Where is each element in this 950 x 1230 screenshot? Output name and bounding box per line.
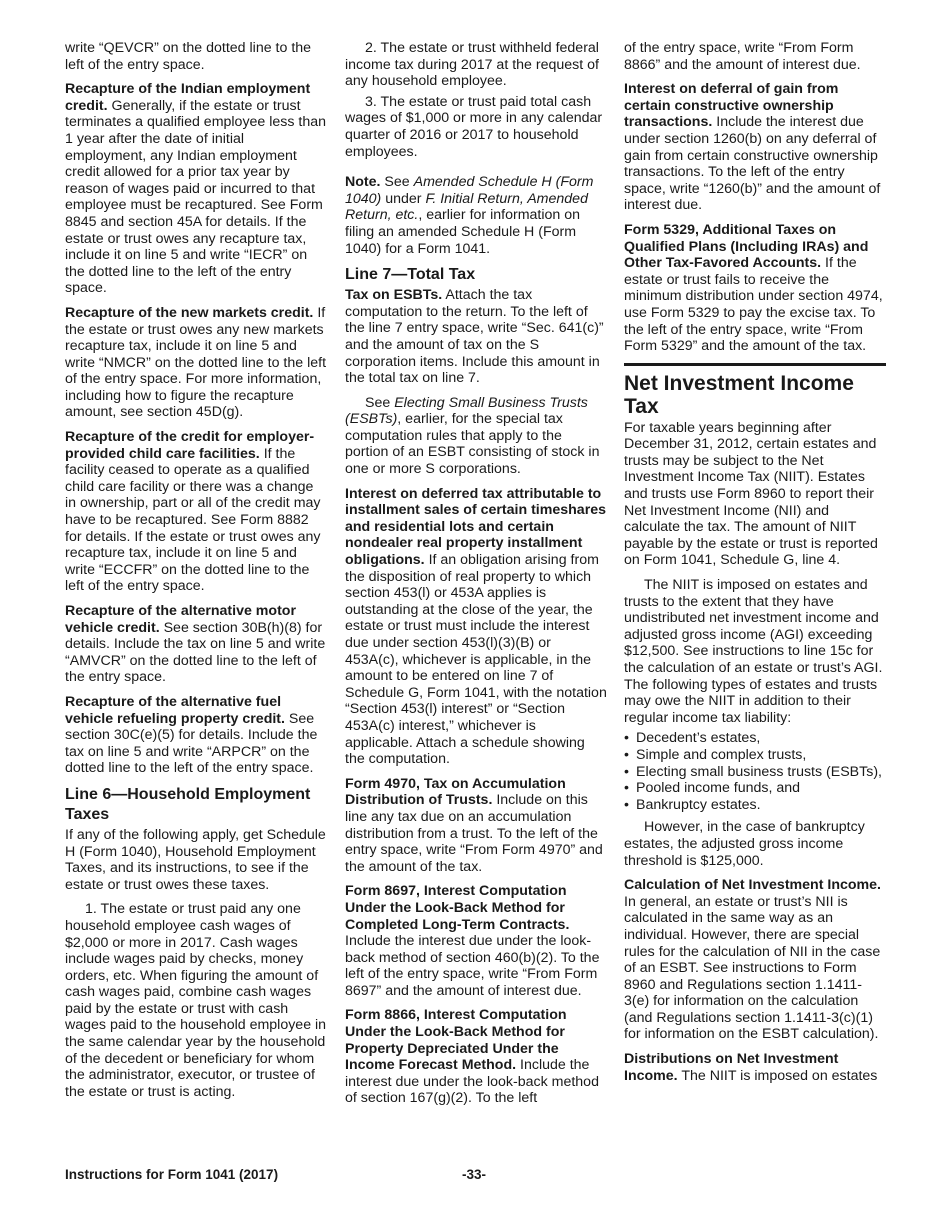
paragraph-nii-distributions: Distributions on Net Investment Income. The NIIT is imposed on estates [624, 1051, 878, 1084]
estate-types-list [624, 730, 886, 813]
paragraph: The NIIT is imposed on estates and trusts to the extent that they have undistributed net investment income and adjusted gross income (AGI) exceeding $12,500. See instructions to line 15c for the calculation of an estate or trust’s AGI. The following types of estates and trusts may owe the NIIT in addition to their regular income tax liability: [624, 577, 883, 726]
run-in-heading: Tax on ESBTs. [345, 287, 443, 304]
note: Note. See Amended Schedule H (Form 1040) under F. Initial Return, Amended Return, etc., earlier for information on filing an amended Schedule H (Form 1040) for a Form 1041. [345, 174, 594, 257]
paragraph-constructive-ownership: Interest on deferral of gain from certain constructive ownership transactions. Include the interest due under section 1260(b) on any deferral of gain from certain constructive ownership transactions. To the left of the entry space, write “1260(b)” and the amount of interest due. [624, 81, 881, 214]
run-in-heading: Recapture of the Indian employment credit. [65, 81, 311, 114]
paragraph-form-5329: Form 5329, Additional Taxes on Qualified Plans (Including IRAs) and Other Tax-Favored Accounts. If the estate or trust fails to receive the minimum distribution under section 4974, use Form 5329 to pay the excise tax. To the left of the entry space, write “From Form 5329” and the amount of the tax. [624, 221, 883, 355]
paragraph-installment-interest: Interest on deferred tax attributable to installment sales of certain timeshares and residential lots and certain nondealer real property installment obligations. If an obligation arising from the disposition of real property to which section 453(l) or 453A applies is outstanding at the close of the year, the estate or trust must include the interest due under section 453(l)(3)(B) or 453A(c), whichever is applicable, in the amount to be entered on line 7 of Schedule G, Form 1041, with the notation “Section 453(l) interest” or “Section 453A(c) interest,” whichever is applicable. Attach a schedule showing the computation. [345, 485, 607, 768]
run-in-heading: Interest on deferred tax attributable to installment sales of certain timeshares and residential lots and certain nondealer real property installment obligations. [345, 485, 607, 569]
run-in-heading: Form 8697, Interest Computation Under the Look-Back Method for Completed Long-Term Contracts. [345, 883, 570, 933]
list-item: • Pooled income funds, and [624, 780, 886, 797]
section-divider [624, 363, 886, 366]
column-1 [65, 40, 327, 1108]
section-heading-niit: Net Investment Income Tax [624, 371, 854, 418]
list-item-3: 3. The estate or trust paid total cash wages of $1,000 or more in any calendar quarter of 2016 or 2017 to household employees. [345, 93, 603, 160]
paragraph-form-4970: Form 4970, Tax on Accumulation Distribution of Trusts. Include on this line any tax due on an accumulation distribution from a trust. To the left of the entry space, write “From Form 4970” and the amount of the tax. [345, 775, 603, 875]
list-item: • Bankruptcy estates. [624, 797, 886, 814]
column-3 [624, 40, 886, 1092]
run-in-heading: Interest on deferral of gain from certain constructive ownership transactions. [624, 81, 839, 131]
paragraph: See Electing Small Business Trusts (ESBTs), earlier, for the special tax computation rules that apply to the portion of an ESBT consisting of stock in one or more S corporations. [345, 394, 600, 478]
run-in-heading: Recapture of the new markets credit. [65, 304, 314, 321]
run-in-heading: Form 4970, Tax on Accumulation Distribution of Trusts. [345, 775, 566, 809]
run-in-heading: Form 5329, Additional Taxes on Qualified Plans (Including IRAs) and Other Tax-Favored Accounts. [624, 221, 869, 272]
section-heading-line-7: Line 7—Total Tax [345, 266, 476, 284]
footer-form-title: Instructions for Form 1041 (2017) [65, 1167, 279, 1182]
paragraph: write “QEVCR” on the dotted line to the left of the entry space. [65, 40, 312, 73]
list-item-2: 2. The estate or trust withheld federal income tax during 2017 at the request of any household employee. [345, 40, 599, 90]
section-heading-line-6: Line 6—Household Employment Taxes [65, 785, 311, 823]
cross-reference: F. Initial Return, Amended Return, etc. [345, 190, 588, 224]
paragraph-form-8866: Form 8866, Interest Computation Under the Look-Back Method for Property Depreciated Under the Income Forecast Method. Include the interest due under the look-back method of section 167(g)(2). To the left [345, 1007, 599, 1107]
cross-reference: Amended Schedule H (Form 1040) [345, 174, 594, 207]
paragraph-indian-credit: Recapture of the Indian employment credit. Generally, if the estate or trust terminates a qualified employee less than 1 year after the date of initial employment, any Indian employment credit allowed for a prior tax year by reason of wages paid or incurred to that employee must be recaptured. See Form 8845 and section 45A for details. If the estate or trust owes any recapture tax, include it on line 5 and write “IECR” on the dotted line to the left of the entry space. [65, 81, 327, 297]
list-item: • Decedent’s estates, [624, 730, 886, 747]
column-2 [345, 40, 607, 1115]
paragraph: If any of the following apply, get Schedule H (Form 1040), Household Employment Taxes, and its instructions, to see if the estate or trust owes these taxes. [65, 826, 326, 893]
list-item: • Electing small business trusts (ESBTs), [624, 764, 886, 781]
paragraph-esbt-tax: Tax on ESBTs. Attach the tax computation to the return. To the left of the line 7 entry space, write “Sec. 641(c)” and the amount of tax on the S corporation items. Include this amount in the total tax on line 7. [345, 287, 604, 387]
paragraph: For taxable years beginning after December 31, 2012, certain estates and trusts may be subject to the Net Investment Income Tax (NIIT). Estates and trusts use Form 8960 to report their Net Investment Income (NII) and calculate the tax. The amount of NIIT payable by the estate or trust is reported on Form 1041, Schedule G, line 4. [624, 419, 878, 569]
run-in-heading: Recapture of the credit for employer-provided child care facilities. [65, 429, 315, 462]
run-in-heading: Calculation of Net Investment Income. [624, 877, 881, 894]
paragraph: However, in the case of bankruptcy estates, the adjusted gross income threshold is $125,000. [624, 819, 865, 869]
paragraph-nii-calculation: Calculation of Net Investment Income. In general, an estate or trust’s NII is calculated in the same way as an individual. However, there are special rules for the calculation of NII in the case of an ESBT. See instructions to Form 8960 and Regulations section 1.1411-3(e) for information on the calculation (and Regulations section 1.1411-3(c)(1) for information on the ESBT calculation). [624, 877, 881, 1043]
run-in-heading: Recapture of the alternative fuel vehicle refueling property credit. [65, 693, 285, 727]
paragraph-motor-vehicle-credit: Recapture of the alternative motor vehicle credit. See section 30B(h)(8) for details. Include the tax on line 5 and write “AMVCR” on the dotted line to the left of the entry space. [65, 603, 326, 686]
run-in-heading: Form 8866, Interest Computation Under the Look-Back Method for Property Depreciated Under the Income Forecast Method. [345, 1007, 567, 1074]
run-in-heading: Distributions on Net Investment Income. [624, 1051, 839, 1084]
list-item-1: 1. The estate or trust paid any one household employee cash wages of $2,000 or more in 2017. Cash wages include wages paid by checks, money orders, etc. When figuring the amount of cash wages paid, combine cash wages paid by the estate or trust with cash wages paid to the household employee in the same calendar year by the household of the decedent or beneficiary for whom the administrator, executor, or trustee of the estate or trust is acting. [65, 901, 327, 1100]
list-item: • Simple and complex trusts, [624, 747, 886, 764]
paragraph-new-markets-credit: Recapture of the new markets credit. If the estate or trust owes any new markets recapture tax, include it on line 5 and write “NMCR” on the dotted line to the left of the entry space. For more information, including how to figure the recapture amount, see section 45D(g). [65, 304, 327, 421]
paragraph-child-care-credit: Recapture of the credit for employer-provided child care facilities. If the facility ceased to operate as a qualified child care facility or there was a change in ownership, part or all of the credit may have to be recaptured. See Form 8882 for details. If the estate or trust owes any recapture tax, include it on line 5 and write “ECCFR” on the dotted line to the left of the entry space. [65, 429, 321, 595]
paragraph-refueling-credit: Recapture of the alternative fuel vehicle refueling property credit. See section 30C(e)(5) for details. Include the tax on line 5 and write “ARPCR” on the dotted line to the left of the entry space. [65, 693, 318, 777]
cross-reference: Electing Small Business Trusts (ESBTs) [345, 394, 588, 428]
paragraph: of the entry space, write “From Form 8866” and the amount of interest due. [624, 40, 861, 73]
run-in-heading: Recapture of the alternative motor vehicle credit. [65, 603, 296, 636]
paragraph-form-8697: Form 8697, Interest Computation Under the Look-Back Method for Completed Long-Term Contracts. Include the interest due under the look-back method of section 460(b)(2). To the left of the entry space, write “From Form 8697” and the amount of interest due. [345, 883, 600, 999]
page-number: -33- [462, 1167, 487, 1182]
